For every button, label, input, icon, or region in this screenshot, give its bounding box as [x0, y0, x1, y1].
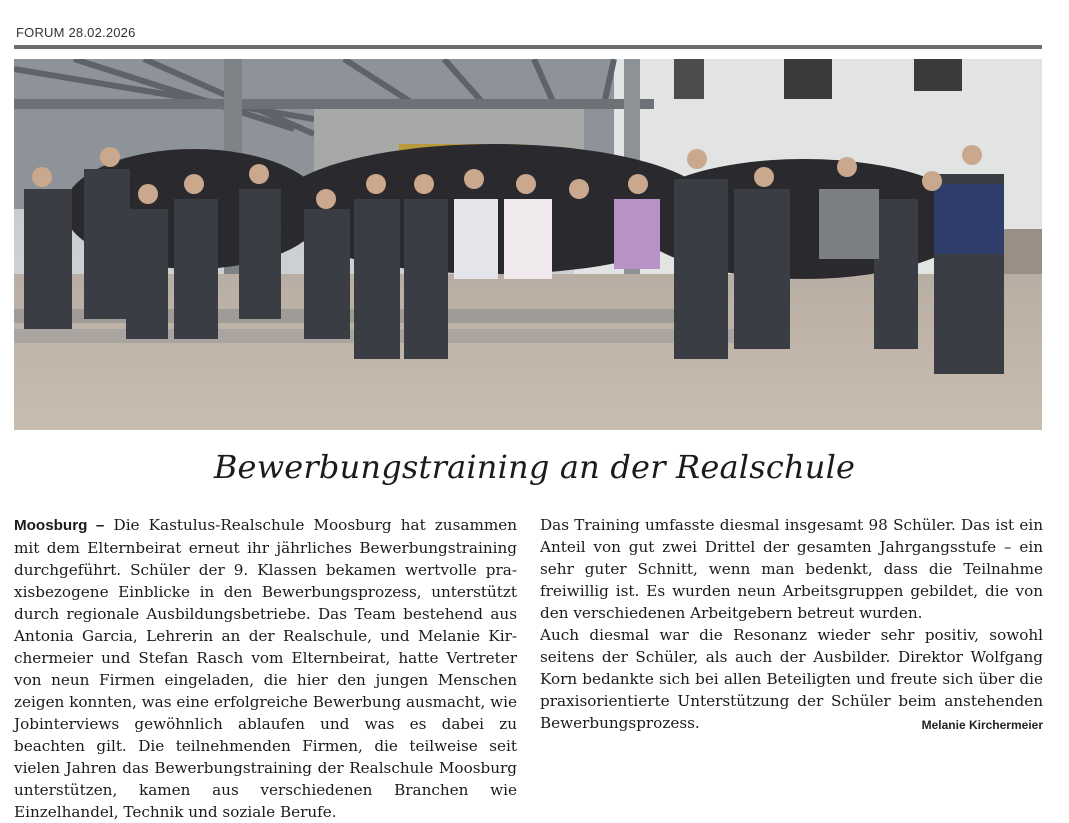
article-column-right — [540, 514, 1043, 736]
article-body-left: Die Kastulus-Realschule Moosburg hat zusammen mit dem Elternbeirat erneut ihr jährliches Bewerbungstraining durchgeführt. Schüler der 9. Klassen bekamen wertvolle praxisbezogene Einblicke in den Bewerbungsprozess, unterstützt durch regionale Ausbildungsbetriebe. Das Team bestehend aus Antonia Garcia, Lehrerin an der Realschule, und Melanie Kirchermeier und Stefan Rasch vom Elternbeirat, hatte Vertreter von neun Firmen eingeladen, die hier den jungen Menschen zeigen konnten, was eine erfolgreiche Bewerbung ausmacht, wie Jobinterviews gewöhnlich ablaufen und was es dabei zu beachten gilt. Die teilnehmenden Firmen, die teilweise seit vielen Jahren das Bewerbungstraining der Realschule Moosburg unterstützen, kamen aus verschiedenen Branchen wie Einzelhandel, Technik und soziale Berufe. — [14, 516, 518, 821]
article-headline: Bewerbungstraining an der Realschule — [213, 448, 856, 486]
section-date-label: FORUM 28.02.2026 — [16, 25, 136, 40]
article-paragraph-2: Das Training umfasste diesmal insgesamt 98 Schüler. Das ist ein Anteil von gut zwei Drittel der gesamten Jahrgangsstufe – ein sehr guter Schnitt, wenn man bedenkt, dass die Teilnahme freiwillig ist. Es wurden neun Arbeitsgruppen gebildet, die von den verschiedenen Arbeitgebern betreut wurden. — [540, 516, 1043, 622]
author-byline: Melanie Kirchermeier — [921, 718, 1043, 732]
dateline: Moosburg – — [14, 517, 105, 534]
header-rule — [14, 45, 1042, 49]
group-photo — [14, 59, 1042, 430]
article-paragraph-1 — [14, 514, 517, 823]
article-paragraph-3-text: Auch diesmal war die Resonanz wieder sehr positiv, sowohl seitens der Schüler, als auch der Ausbilder. Direktor Wolfgang Korn bedankte sich bei allen Beteiligten und freute sich über die praxisorientierte Unterstützung der Schüler beim anstehenden Bewerbungsprozess. — [540, 626, 1043, 732]
article-column-left — [14, 514, 517, 823]
article-paragraph-3 — [540, 624, 1043, 734]
